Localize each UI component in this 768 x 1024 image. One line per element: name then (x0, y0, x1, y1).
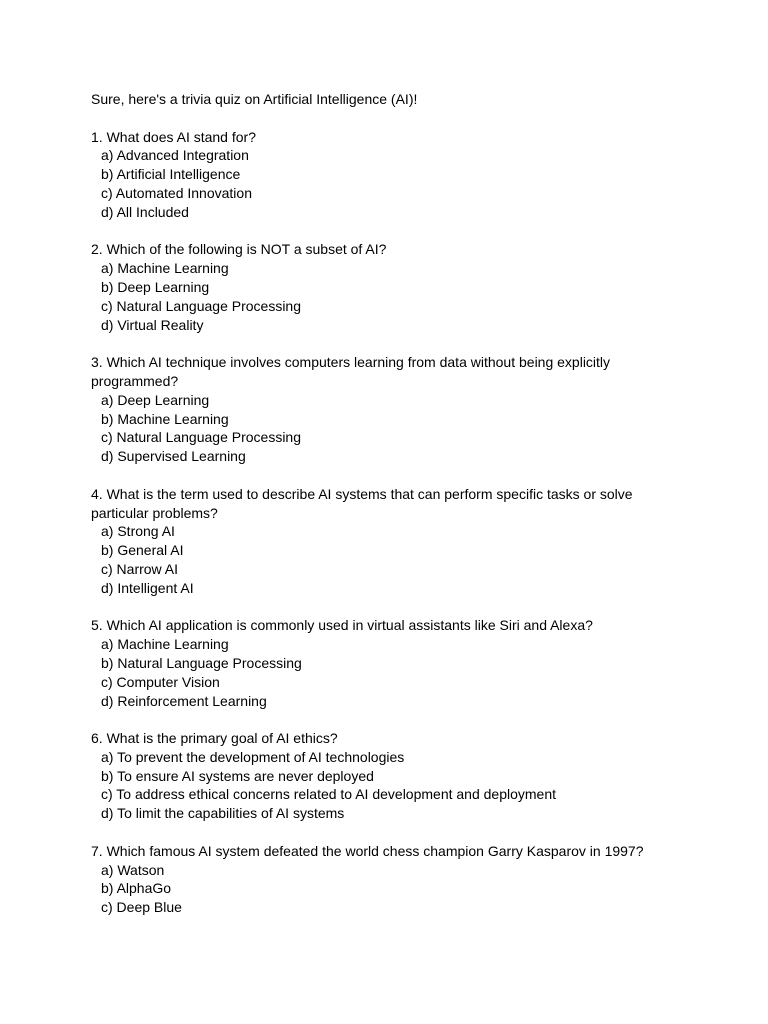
question-text: 5. Which AI application is commonly used in virtual assistants like Siri and Alexa? (91, 617, 593, 634)
option-d: d) Intelligent AI (101, 579, 194, 596)
option-c: c) Narrow AI (101, 560, 179, 577)
question-4 (91, 485, 691, 598)
option-b: b) Natural Language Processing (101, 654, 302, 671)
option-b: b) Machine Learning (101, 410, 229, 427)
option-a: a) Deep Learning (101, 391, 210, 408)
question-7 (91, 842, 691, 917)
question-2 (91, 240, 691, 334)
option-d: d) Virtual Reality (101, 316, 204, 333)
question-6 (91, 729, 691, 823)
option-list (91, 635, 691, 710)
question-5 (91, 616, 691, 710)
question-3 (91, 353, 691, 466)
option-a: a) To prevent the development of AI technologies (101, 748, 405, 765)
option-a: a) Machine Learning (101, 636, 229, 653)
option-list (91, 522, 691, 597)
question-text: 6. What is the primary goal of AI ethics? (91, 730, 338, 747)
quiz-intro: Sure, here's a trivia quiz on Artificial Intelligence (AI)! (91, 91, 418, 107)
option-c: c) Computer Vision (101, 673, 220, 690)
option-list (91, 748, 691, 823)
option-c: c) To address ethical concerns related to AI development and deployment (101, 786, 557, 803)
option-b: b) Deep Learning (101, 278, 210, 295)
option-a: a) Advanced Integration (101, 147, 249, 164)
option-d: d) To limit the capabilities of AI systems (101, 805, 345, 822)
option-a: a) Machine Learning (101, 260, 229, 277)
option-list (91, 259, 691, 334)
quiz-content (91, 90, 691, 936)
question-text: 1. What does AI stand for? (91, 128, 256, 145)
option-c: c) Natural Language Processing (101, 297, 302, 314)
option-a: a) Watson (101, 861, 165, 878)
question-1 (91, 128, 691, 222)
question-text: 2. Which of the following is NOT a subset of AI? (91, 241, 387, 258)
option-d: d) Reinforcement Learning (101, 692, 267, 709)
option-b: b) AlphaGo (101, 880, 172, 897)
question-text: 3. Which AI technique involves computers learning from data without being explicitly programmed? (91, 354, 611, 389)
option-list (91, 391, 691, 466)
option-a: a) Strong AI (101, 523, 175, 540)
question-text: 7. Which famous AI system defeated the world chess champion Garry Kasparov in 1997? (91, 842, 644, 859)
option-d: d) Supervised Learning (101, 448, 246, 465)
option-c: c) Natural Language Processing (101, 429, 302, 446)
option-b: b) General AI (101, 542, 184, 559)
option-list (91, 861, 691, 917)
option-b: b) To ensure AI systems are never deployed (101, 767, 374, 784)
option-b: b) Artificial Intelligence (101, 166, 241, 183)
option-c: c) Automated Innovation (101, 184, 252, 201)
question-text: 4. What is the term used to describe AI systems that can perform specific tasks or solve particular problems? (91, 485, 633, 521)
option-list (91, 146, 691, 221)
option-c: c) Deep Blue (101, 899, 182, 916)
option-d: d) All Included (101, 203, 189, 220)
